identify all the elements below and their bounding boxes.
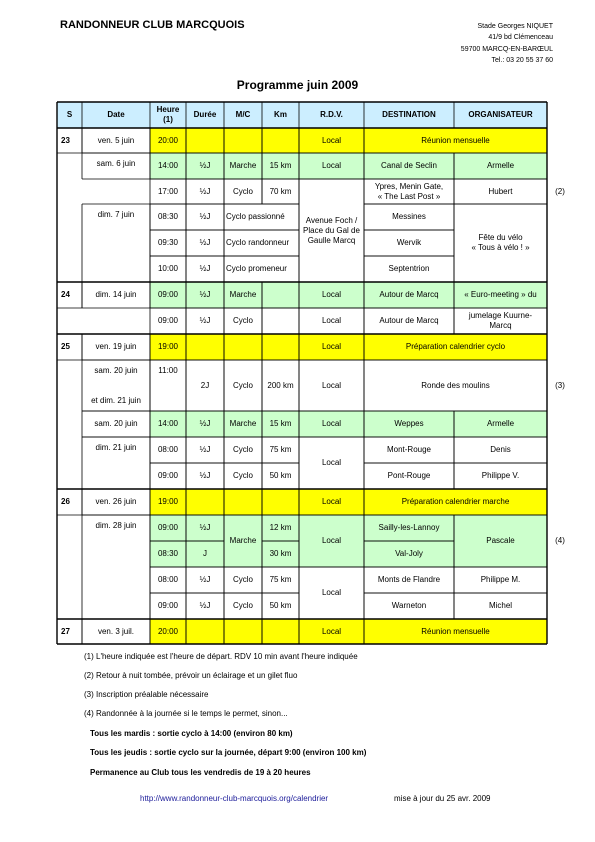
- column-header-duration: Durée: [186, 102, 224, 128]
- destination-cell: Réunion mensuelle: [364, 128, 547, 153]
- type-cell: Marche: [224, 515, 262, 567]
- destination-cell: Messines: [392, 212, 426, 221]
- duration-cell: ½J: [186, 515, 224, 541]
- destination-cell: Préparation calendrier cyclo: [364, 334, 547, 360]
- note-line: (2) Retour à nuit tombée, prévoir un éclairage et un gilet fluo: [84, 671, 298, 680]
- type-cell: Cyclo: [232, 316, 253, 325]
- column-header-week: S: [57, 102, 82, 128]
- meeting-point-cell: Local: [299, 489, 364, 515]
- meeting-point-cell: Local: [299, 515, 364, 567]
- distance-cell: 30 km: [262, 541, 299, 567]
- destination-cell: Mont-Rouge: [386, 445, 432, 454]
- duration-cell: ½J: [186, 282, 224, 308]
- note-line: Tous les jeudis : sortie cyclo sur la journée, départ 9:00 (environ 100 km): [90, 748, 367, 757]
- column-header-time: Heure (1): [150, 102, 186, 128]
- meeting-point-cell: Local: [299, 334, 364, 360]
- time-cell: 17:00: [157, 186, 179, 196]
- destination-cell: Monts de Flandre: [377, 575, 441, 584]
- destination-cell: Pont-Rouge: [387, 471, 431, 480]
- organiser-cell: Hubert: [488, 186, 513, 196]
- note-line: (1) L'heure indiquée est l'heure de départ. RDV 10 min avant l'heure indiquée: [84, 652, 358, 661]
- distance-cell: 15 km: [262, 153, 299, 179]
- meeting-point-cell: Local: [299, 619, 364, 644]
- type-cell: Cyclo: [232, 601, 253, 610]
- destination-cell: Val-Joly: [364, 541, 454, 567]
- distance-cell: [262, 308, 299, 334]
- type-cell: [224, 619, 262, 644]
- address-line: 59700 MARCQ-EN-BARŒUL: [460, 45, 553, 53]
- distance-cell: 50 km: [269, 471, 292, 480]
- time-cell: 09:00: [150, 282, 186, 308]
- note-line: Permanence au Club tous les vendredis de 19 à 20 heures: [90, 768, 311, 777]
- distance-cell: [262, 128, 299, 153]
- note-line: (3) Inscription préalable nécessaire: [84, 690, 209, 699]
- week-cell: 26: [61, 497, 70, 506]
- time-cell: 11:00: [158, 366, 178, 375]
- column-header-distance: Km: [262, 102, 299, 128]
- time-cell: 19:00: [150, 489, 186, 515]
- type-cell: Cyclo randonneur: [226, 238, 290, 247]
- destination-cell: Réunion mensuelle: [364, 619, 547, 644]
- distance-cell: 15 km: [262, 411, 299, 437]
- note-line: Tous les mardis : sortie cyclo à 14:00 (environ 80 km): [90, 729, 293, 738]
- time-cell: 20:00: [150, 128, 186, 153]
- meeting-point-cell: Local: [299, 282, 364, 308]
- duration-cell: ½J: [199, 601, 211, 610]
- distance-cell: 75 km: [269, 445, 292, 454]
- calendar-link[interactable]: http://www.randonneur-club-marcquois.org/calendrier: [140, 794, 329, 803]
- time-cell: 14:00: [150, 153, 186, 179]
- date-cell: dim. 28 juin: [95, 521, 137, 530]
- distance-cell: [262, 334, 299, 360]
- duration-cell: ½J: [186, 411, 224, 437]
- address-line: Stade Georges NIQUET: [477, 23, 553, 30]
- week-cell: 25: [61, 342, 70, 351]
- organiser-cell: Armelle: [454, 153, 547, 179]
- duration-cell: ½J: [186, 153, 224, 179]
- destination-cell: Wervik: [396, 238, 422, 247]
- column-header-date: Date: [82, 102, 150, 128]
- address-line: 41/9 bd Clémenceau: [488, 34, 553, 42]
- organiser-cell: Michel: [488, 601, 513, 610]
- time-cell: 08:30: [150, 541, 186, 567]
- duration-cell: ½J: [199, 316, 211, 325]
- time-cell: 09:00: [157, 601, 179, 610]
- distance-cell: 200 km: [267, 380, 294, 390]
- date-cell: sam. 20 juin: [94, 419, 138, 428]
- week-cell: 27: [61, 626, 70, 636]
- meeting-point-cell: Local: [321, 316, 342, 325]
- distance-cell: [262, 619, 299, 644]
- organiser-cell: « Euro-meeting » du: [454, 282, 547, 308]
- footnote-marker: (4): [555, 536, 565, 545]
- duration-cell: ½J: [199, 471, 211, 480]
- duration-cell: J: [186, 541, 224, 567]
- time-cell: 09:30: [157, 238, 179, 247]
- date-cell: ven. 19 juin: [95, 342, 137, 351]
- distance-cell: 50 km: [269, 601, 292, 610]
- column-header-type: M/C: [224, 102, 262, 128]
- time-cell: 08:30: [157, 212, 179, 221]
- note-line: (4) Randonnée à la journée si le temps le permet, sinon...: [84, 709, 288, 718]
- time-cell: 08:00: [157, 445, 179, 454]
- destination-cell: Préparation calendrier marche: [364, 489, 547, 515]
- time-cell: 09:00: [157, 471, 179, 480]
- club-name: RANDONNEUR CLUB MARCQUOIS: [60, 19, 245, 31]
- type-cell: [224, 128, 262, 153]
- duration-cell: ½J: [199, 186, 211, 196]
- type-cell: Cyclo: [232, 575, 253, 584]
- organiser-cell: Denis: [490, 445, 511, 454]
- duration-cell: [186, 619, 224, 644]
- duration-cell: ½J: [199, 445, 211, 454]
- time-cell: 09:00: [157, 316, 179, 325]
- duration-cell: ½J: [199, 238, 211, 247]
- column-header-organiser: ORGANISATEUR: [454, 102, 547, 128]
- type-cell: Cyclo promeneur: [226, 264, 287, 273]
- date-cell: dim. 21 juin: [95, 443, 137, 452]
- time-cell: 10:00: [157, 264, 179, 273]
- meeting-point-cell: Local: [321, 588, 342, 597]
- footnote-marker: (3): [555, 380, 565, 390]
- type-cell: Marche: [224, 153, 262, 179]
- destination-cell: Autour de Marcq: [379, 316, 439, 325]
- address-line: Tel.: 03 20 55 37 60: [491, 56, 553, 64]
- duration-cell: ½J: [199, 212, 211, 221]
- duration-cell: [186, 128, 224, 153]
- page-title: Programme juin 2009: [236, 78, 359, 92]
- week-cell: 23: [61, 135, 70, 145]
- date-cell: dim. 14 juin: [95, 290, 137, 299]
- week-cell: 24: [61, 290, 70, 299]
- type-cell: Cyclo: [232, 445, 253, 454]
- update-date: mise à jour du 25 avr. 2009: [394, 794, 491, 803]
- meeting-point-cell: Local: [321, 380, 342, 390]
- meeting-point-cell: Local: [299, 153, 364, 179]
- destination-cell: Warneton: [391, 601, 427, 610]
- destination-cell: Ypres, Menin Gate, « The Last Post »: [374, 181, 444, 201]
- type-cell: Cyclo: [232, 380, 253, 390]
- duration-cell: ½J: [199, 575, 211, 584]
- distance-cell: [262, 489, 299, 515]
- type-cell: Marche: [224, 411, 262, 437]
- column-header-destination: DESTINATION: [364, 102, 454, 128]
- time-cell: 09:00: [150, 515, 186, 541]
- date-cell: sam. 6 juin: [96, 159, 136, 168]
- date-cell: sam. 20 juin et dim. 21 juin: [91, 365, 141, 405]
- distance-cell: 12 km: [262, 515, 299, 541]
- duration-cell: ½J: [199, 264, 211, 273]
- destination-cell: Septentrion: [388, 264, 430, 273]
- time-cell: 19:00: [150, 334, 186, 360]
- organiser-cell: Fête du vélo « Tous à vélo ! »: [471, 233, 530, 252]
- duration-cell: 2J: [200, 380, 210, 390]
- meeting-point-cell: Local: [321, 458, 342, 467]
- type-cell: [224, 334, 262, 360]
- destination-cell: Weppes: [364, 411, 454, 437]
- meeting-point-cell: Avenue Foch / Place du Gal de Gaulle Marcq: [303, 215, 360, 245]
- organiser-cell: jumelage Kuurne- Marcq: [468, 311, 533, 330]
- date-cell: ven. 3 juil.: [97, 626, 135, 636]
- date-cell: ven. 26 juin: [95, 497, 137, 506]
- organiser-cell: Philippe V.: [481, 471, 520, 480]
- distance-cell: 70 km: [269, 186, 292, 196]
- time-cell: 20:00: [150, 619, 186, 644]
- column-header-meeting-point: R.D.V.: [299, 102, 364, 128]
- date-cell: dim. 7 juin: [97, 210, 135, 219]
- type-cell: Cyclo: [232, 186, 253, 196]
- destination-cell: Ronde des moulins: [421, 380, 490, 390]
- date-cell: ven. 5 juin: [97, 135, 135, 145]
- destination-cell: Canal de Seclin: [364, 153, 454, 179]
- distance-cell: [262, 282, 299, 308]
- time-cell: 08:00: [157, 575, 179, 584]
- footnote-marker: (2): [555, 186, 565, 196]
- meeting-point-cell: Local: [299, 411, 364, 437]
- distance-cell: 75 km: [269, 575, 292, 584]
- organiser-cell: Armelle: [454, 411, 547, 437]
- destination-cell: Sailly-les-Lannoy: [364, 515, 454, 541]
- type-cell: Cyclo: [232, 471, 253, 480]
- club-address: [461, 21, 553, 66]
- type-cell: Marche: [224, 282, 262, 308]
- organiser-cell: Pascale: [454, 515, 547, 567]
- time-cell: 14:00: [150, 411, 186, 437]
- type-cell: [224, 489, 262, 515]
- duration-cell: [186, 489, 224, 515]
- type-cell: Cyclo passionné: [226, 212, 285, 221]
- meeting-point-cell: Local: [299, 128, 364, 153]
- destination-cell: Autour de Marcq: [364, 282, 454, 308]
- organiser-cell: Philippe M.: [480, 575, 521, 584]
- duration-cell: [186, 334, 224, 360]
